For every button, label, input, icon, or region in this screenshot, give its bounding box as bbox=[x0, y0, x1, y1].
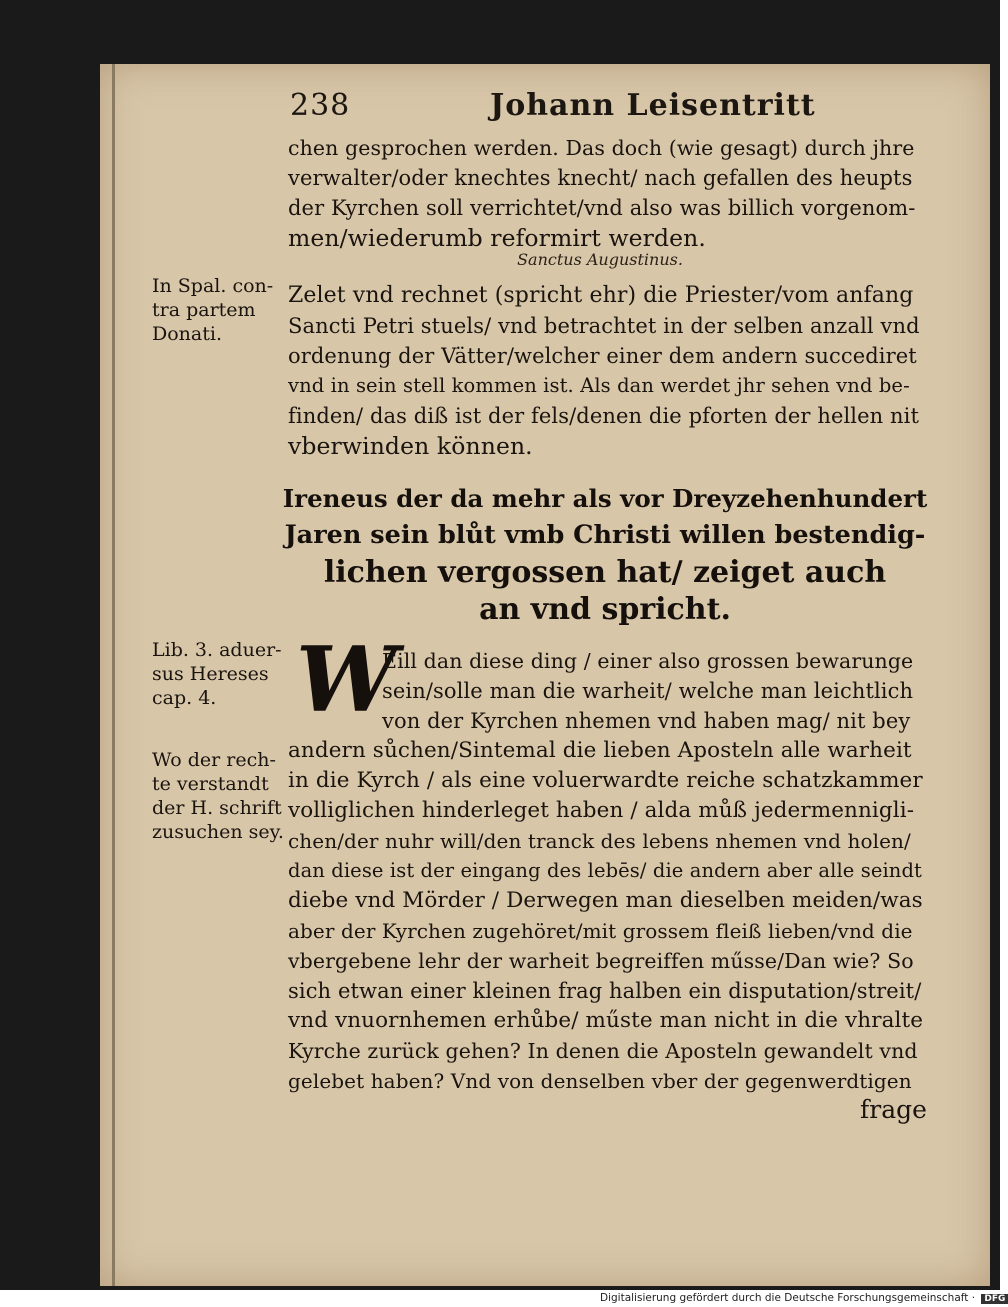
margin-note-line: Donati. bbox=[152, 323, 222, 345]
text-line: volliglichen hinderleget haben / alda můß jedermennigli- bbox=[288, 798, 915, 823]
page-header bbox=[290, 88, 910, 128]
margin-note-line: Wo der rech- bbox=[152, 749, 276, 771]
text-line: aber der Kyrchen zugehöret/mit grossem fleiß lieben/vnd die bbox=[288, 919, 913, 943]
margin-note-line: zusuchen sey. bbox=[152, 821, 284, 843]
margin-note-line: sus Hereses bbox=[152, 663, 269, 685]
text-line: Sancti Petri stuels/ vnd betrachtet in der selben anzall vnd bbox=[288, 314, 920, 338]
margin-note bbox=[152, 274, 292, 346]
text-line: dan diese ist der eingang des lebēs/ die andern aber alle seindt bbox=[288, 859, 922, 882]
margin-note-line: cap. 4. bbox=[152, 687, 217, 709]
text-line: Kyrche zurück gehen? In denen die Aposteln gewandelt vnd bbox=[288, 1039, 918, 1063]
heading-line: Jaren sein blůt vmb Christi willen bestendig- bbox=[284, 520, 926, 550]
digitization-credit: Digitalisierung gefördert durch die Deutsche Forschungsgemeinschaft · DFG bbox=[600, 1292, 995, 1306]
text-line: vbergebene lehr der warheit begreiffen műsse/Dan wie? So bbox=[288, 949, 914, 973]
margin-note-line: der H. schrift bbox=[152, 797, 282, 819]
text-line: gelebet haben? Vnd von denselben vber der gegenwerdtigen bbox=[288, 1069, 912, 1093]
credit-text: Digitalisierung gefördert durch die Deutsche Forschungsgemeinschaft bbox=[600, 1292, 969, 1304]
catchword: frage bbox=[860, 1095, 927, 1124]
text-line: diebe vnd Mörder / Derwegen man dieselben meiden/was bbox=[288, 888, 923, 913]
margin-note bbox=[152, 748, 292, 844]
heading-line: an vnd spricht. bbox=[479, 592, 731, 627]
text-line: andern sůchen/Sintemal die lieben Aposteln alle warheit bbox=[288, 738, 912, 763]
text-line: sein/solle man die warheit/ welche man leichtlich bbox=[382, 679, 914, 703]
text-line: ordenung der Vätter/welcher einer dem andern succediret bbox=[288, 344, 917, 368]
dfg-logo: DFG bbox=[981, 1294, 1008, 1304]
margin-note-line: In Spal. con- bbox=[152, 275, 274, 297]
text-line: vberwinden können. bbox=[288, 432, 533, 460]
running-head: Johann Leisentritt bbox=[490, 88, 816, 123]
text-line: chen gesprochen werden. Das doch (wie gesagt) durch jhre bbox=[288, 136, 915, 160]
heading-line: Ireneus der da mehr als vor Dreyzehenhundert bbox=[282, 484, 928, 513]
text-line: der Kyrchen soll verrichtet/vnd also was billich vorgenom- bbox=[288, 196, 916, 220]
decorated-initial: W bbox=[296, 627, 398, 733]
text-line: Eill dan diese ding / einer also grossen bewarunge bbox=[382, 649, 914, 673]
text-line: finden/ das diß ist der fels/denen die pforten der hellen nit bbox=[288, 404, 920, 428]
section-label: Sanctus Augustinus. bbox=[517, 250, 683, 269]
margin-note bbox=[152, 638, 292, 710]
section-heading bbox=[280, 480, 930, 628]
text-line: sich etwan einer kleinen frag halben ein disputation/streit/ bbox=[288, 979, 922, 1003]
page-edge bbox=[112, 64, 115, 1286]
text-line: vnd vnuornhemen erhůbe/ műste man nicht in die vhralte bbox=[288, 1008, 924, 1033]
text-line: Zelet vnd rechnet (spricht ehr) die Priester/vom anfang bbox=[288, 283, 914, 308]
heading-line: lichen vergossen hat/ zeiget auch bbox=[323, 555, 887, 590]
text-line: verwalter/oder knechtes knecht/ nach gefallen des heupts bbox=[288, 166, 913, 190]
margin-note-line: Lib. 3. aduer- bbox=[152, 639, 282, 661]
text-line: chen/der nuhr will/den tranck des lebens nhemen vnd holen/ bbox=[288, 829, 911, 853]
page-number: 238 bbox=[290, 88, 351, 123]
text-line: in die Kyrch / als eine voluerwardte reiche schatzkammer bbox=[288, 768, 923, 793]
margin-note-line: te verstandt bbox=[152, 773, 269, 795]
text-line: men/wiederumb reformirt werden. bbox=[288, 224, 706, 252]
text-line: vnd in sein stell kommen ist. Als dan werdet jhr sehen vnd be- bbox=[288, 374, 910, 397]
margin-note-line: tra partem bbox=[152, 299, 256, 321]
text-line: von der Kyrchen nhemen vnd haben mag/ nit bey bbox=[382, 709, 911, 733]
